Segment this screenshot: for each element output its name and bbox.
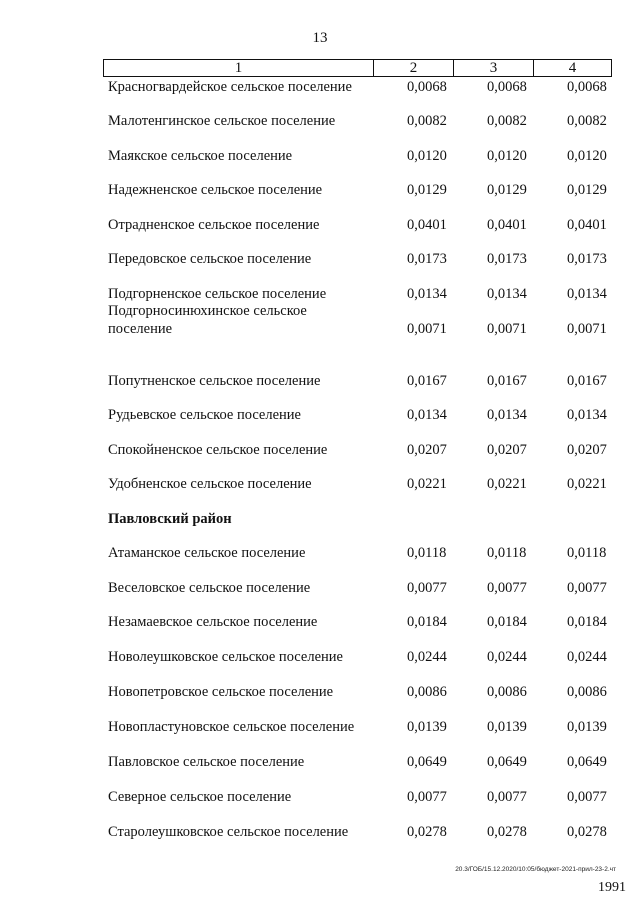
- settlement-name: Новолеушковское сельское поселение: [108, 649, 343, 665]
- value-column-3: 0,0244: [487, 649, 527, 665]
- value-column-2: 0,0649: [407, 754, 447, 770]
- value-column-3: 0,0139: [487, 719, 527, 735]
- value-column-2: 0,0173: [407, 251, 447, 267]
- value-column-3: 0,0118: [487, 545, 527, 561]
- column-header-1: 1: [104, 60, 374, 76]
- value-column-4: 0,0129: [567, 182, 607, 198]
- value-column-3: 0,0129: [487, 182, 527, 198]
- settlement-name: Незамаевское сельское поселение: [108, 614, 318, 630]
- value-column-4: 0,0077: [567, 580, 607, 596]
- value-column-2: 0,0207: [407, 442, 447, 458]
- table-column-header: [103, 59, 612, 77]
- value-column-2: 0,0184: [407, 614, 447, 630]
- value-column-3: 0,0134: [487, 407, 527, 423]
- value-column-3: 0,0082: [487, 113, 527, 129]
- value-column-3: 0,0173: [487, 251, 527, 267]
- value-column-2: 0,0129: [407, 182, 447, 198]
- value-column-4: 0,0082: [567, 113, 607, 129]
- value-column-3: 0,0278: [487, 824, 527, 840]
- section-heading: Павловский район: [108, 511, 232, 527]
- value-column-2: 0,0221: [407, 476, 447, 492]
- value-column-3: 0,0207: [487, 442, 527, 458]
- column-header-2: 2: [374, 60, 454, 76]
- value-column-4: 0,0118: [567, 545, 607, 561]
- value-column-4: 0,0173: [567, 251, 607, 267]
- value-column-2: 0,0082: [407, 113, 447, 129]
- value-column-2: 0,0134: [407, 286, 447, 302]
- settlement-name: Подгорносинюхинское сельское поселение: [108, 303, 307, 337]
- value-column-4: 0,0086: [567, 684, 607, 700]
- value-column-3: 0,0649: [487, 754, 527, 770]
- value-column-4: 0,0134: [567, 286, 607, 302]
- value-column-3: 0,0068: [487, 79, 527, 95]
- value-column-3: 0,0120: [487, 148, 527, 164]
- value-column-3: 0,0167: [487, 373, 527, 389]
- settlement-name: Новопластуновское сельское поселение: [108, 719, 355, 735]
- value-column-3: 0,0071: [487, 321, 527, 337]
- value-column-2: 0,0167: [407, 373, 447, 389]
- value-column-4: 0,0649: [567, 754, 607, 770]
- column-header-4: 4: [568, 60, 577, 76]
- settlement-name: Старолеушковское сельское поселение: [108, 824, 349, 840]
- value-column-3: 0,0077: [487, 580, 527, 596]
- value-column-2: 0,0120: [407, 148, 447, 164]
- settlement-name: Атаманское сельское поселение: [108, 545, 306, 561]
- settlement-name: Подгорненское сельское поселение: [108, 286, 327, 302]
- document-page-number: 1991: [598, 880, 626, 895]
- value-column-2: 0,0139: [407, 719, 447, 735]
- value-column-4: 0,0134: [567, 407, 607, 423]
- value-column-4: 0,0401: [567, 217, 607, 233]
- value-column-2: 0,0244: [407, 649, 447, 665]
- value-column-3: 0,0077: [487, 789, 527, 805]
- value-column-4: 0,0139: [567, 719, 607, 735]
- value-column-2: 0,0068: [407, 79, 447, 95]
- settlement-name: Отрадненское сельское поселение: [108, 217, 320, 233]
- value-column-3: 0,0401: [487, 217, 527, 233]
- value-column-4: 0,0120: [567, 148, 607, 164]
- value-column-4: 0,0071: [567, 321, 607, 337]
- value-column-4: 0,0221: [567, 476, 607, 492]
- settlement-name: Удобненское сельское поселение: [108, 476, 312, 492]
- value-column-4: 0,0278: [567, 824, 607, 840]
- value-column-4: 0,0167: [567, 373, 607, 389]
- value-column-2: 0,0278: [407, 824, 447, 840]
- settlement-name: Северное сельское поселение: [108, 789, 292, 805]
- settlement-name: Спокойненское сельское поселение: [108, 442, 328, 458]
- value-column-3: 0,0184: [487, 614, 527, 630]
- value-column-2: 0,0077: [407, 789, 447, 805]
- settlement-name: Маякское сельское поселение: [108, 148, 293, 164]
- value-column-2: 0,0401: [407, 217, 447, 233]
- settlement-name: Попутненское сельское поселение: [108, 373, 321, 389]
- value-column-4: 0,0244: [567, 649, 607, 665]
- settlement-name: Павловское сельское поселение: [108, 754, 305, 770]
- value-column-4: 0,0068: [567, 79, 607, 95]
- value-column-2: 0,0077: [407, 580, 447, 596]
- document-code: 20.3/ГОБ/15.12.2020/10:05/бюджет-2021-прил-23-2.чт: [455, 866, 616, 873]
- value-column-2: 0,0086: [407, 684, 447, 700]
- page-number: 13: [312, 30, 328, 46]
- value-column-4: 0,0207: [567, 442, 607, 458]
- settlement-name: Малотенгинское сельское поселение: [108, 113, 336, 129]
- settlement-name: Передовское сельское поселение: [108, 251, 312, 267]
- value-column-3: 0,0134: [487, 286, 527, 302]
- settlement-name: Рудьевское сельское поселение: [108, 407, 301, 423]
- value-column-2: 0,0118: [407, 545, 447, 561]
- column-header-3: 3: [454, 60, 534, 76]
- settlement-name: Веселовское сельское поселение: [108, 580, 311, 596]
- value-column-4: 0,0184: [567, 614, 607, 630]
- value-column-2: 0,0134: [407, 407, 447, 423]
- value-column-4: 0,0077: [567, 789, 607, 805]
- settlement-name: Новопетровское сельское поселение: [108, 684, 334, 700]
- value-column-3: 0,0221: [487, 476, 527, 492]
- value-column-2: 0,0071: [407, 321, 447, 337]
- value-column-3: 0,0086: [487, 684, 527, 700]
- settlement-name: Красногвардейское сельское поселение: [108, 79, 352, 95]
- settlement-name: Надежненское сельское поселение: [108, 182, 323, 198]
